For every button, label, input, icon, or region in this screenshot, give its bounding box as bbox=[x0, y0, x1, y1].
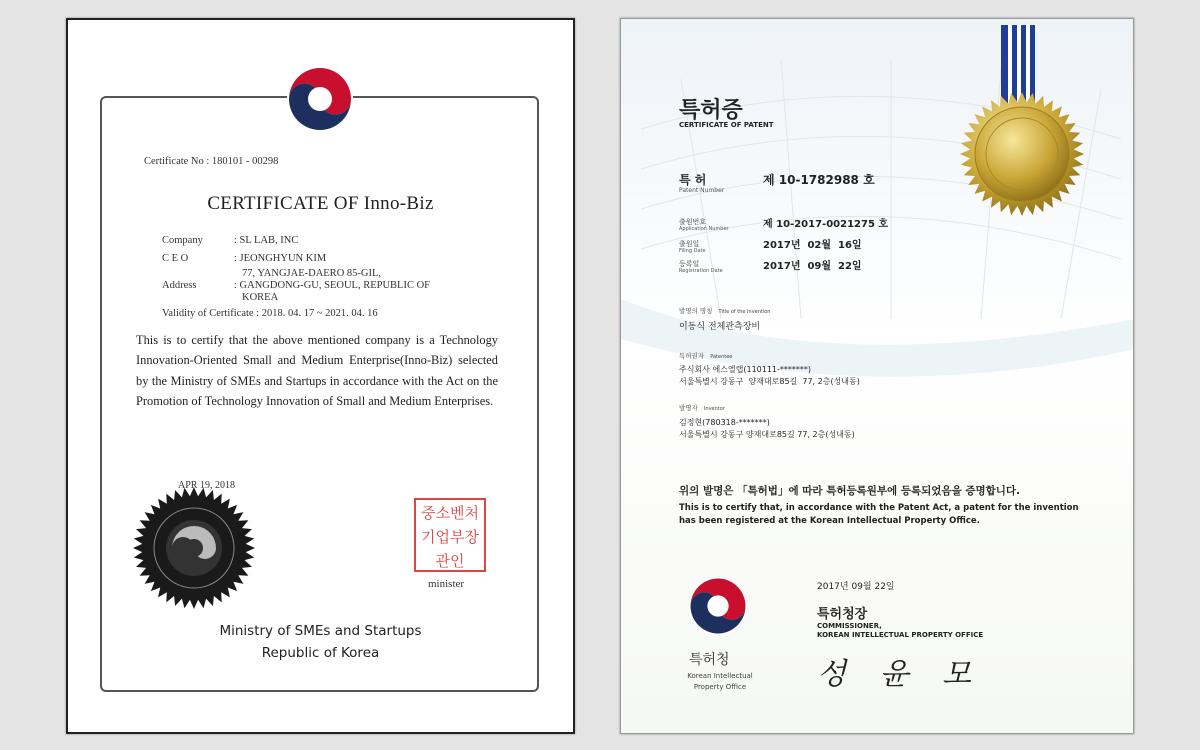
commissioner-title-ko: 특허청장 bbox=[817, 607, 868, 622]
inno-biz-certificate bbox=[66, 18, 575, 734]
commissioner-title-en-1: COMMISSIONER, bbox=[817, 622, 882, 630]
patentee-label-en: Patentee bbox=[710, 354, 733, 360]
office-name-en-1: Korean Intellectual bbox=[687, 672, 753, 680]
filing-label-en: Filing Date bbox=[679, 248, 706, 254]
certificate-title: CERTIFICATE OF Inno-Biz bbox=[207, 193, 434, 214]
patentee-label bbox=[679, 351, 732, 360]
filing-label: 출원일 bbox=[679, 240, 700, 248]
application-number: 제 10-2017-0021275 호 bbox=[763, 219, 889, 230]
certification-text: This is to certify that the above mentioned company is a Technology Innovation-Oriented Small and Medium Enterprise(Inno-Biz) selected by the Ministry of SMEs and Startups in accordance with the Act on the Promotion of Technology Innovation of Small and Medium Enterprises. bbox=[136, 333, 498, 409]
statement-en-line-2: has been registered at the Korean Intellectual Property Office. bbox=[679, 516, 980, 526]
patent-certificate bbox=[620, 18, 1134, 734]
patentee-address: 서울특별시 강동구 양재대로85길 77, 2층(성내동) bbox=[679, 377, 860, 386]
ministry-seal-icon bbox=[132, 486, 256, 610]
patent-number: 제 10-1782988 호 bbox=[763, 173, 875, 187]
validity: Validity of Certificate : 2018. 04. 17 ~ 2021. 04. 16 bbox=[162, 308, 378, 319]
ceo-label: C E O bbox=[162, 253, 189, 264]
invention-label-en: Title of the Invention bbox=[718, 309, 771, 315]
issue-date-ko: 2017년 09월 22일 bbox=[817, 582, 895, 592]
invention-label-ko: 발명의 명칭 bbox=[679, 307, 713, 315]
ministry-country: Republic of Korea bbox=[261, 645, 380, 661]
inventor-address: 서울특별시 강동구 양재대로85길 77, 2층(성내동) bbox=[679, 430, 855, 439]
inventor-label-ko: 발명자 bbox=[679, 404, 698, 412]
invention-label bbox=[679, 306, 770, 315]
certificate-number: Certificate No : 180101 - 00298 bbox=[144, 156, 279, 167]
inventor-label-en: Inventor bbox=[703, 406, 725, 412]
address-line-2: : GANGDONG-GU, SEOUL, REPUBLIC OF bbox=[234, 280, 431, 291]
taegeuk-emblem-icon bbox=[285, 64, 355, 134]
invention-title: 이동식 전체관측장비 bbox=[679, 322, 761, 332]
registration-label-en: Registration Date bbox=[679, 268, 723, 274]
patentee-label-ko: 특허권자 bbox=[679, 352, 705, 360]
address-line-3: KOREA bbox=[242, 292, 279, 303]
filing-date: 2017년 02월 16일 bbox=[763, 240, 862, 251]
patent-title-ko: 특허증 bbox=[679, 98, 743, 123]
commissioner-signature: 성 윤 모 bbox=[817, 657, 984, 692]
minister-label: minister bbox=[428, 578, 465, 590]
statement-en-line-1: This is to certify that, in accordance with the Patent Act, a patent for the invention bbox=[679, 503, 1079, 513]
address-label: Address bbox=[162, 280, 197, 291]
statement-ko: 위의 발명은 「특허법」에 따라 특허등록원부에 등록되었음을 증명합니다. bbox=[679, 485, 1021, 497]
issue-date: APR 19, 2018 bbox=[178, 480, 235, 491]
company-value: : SL LAB, INC bbox=[234, 235, 299, 246]
inventor-name: 김정현(780318-*******) bbox=[679, 418, 770, 427]
ministry-name: Ministry of SMEs and Startups bbox=[219, 623, 422, 639]
patent-number-label: 특 허 bbox=[679, 173, 707, 187]
registration-date: 2017년 09월 22일 bbox=[763, 261, 862, 272]
inventor-label bbox=[679, 403, 725, 412]
company-label: Company bbox=[162, 235, 203, 246]
minister-seal: 중소벤처기업부장관인 bbox=[414, 498, 486, 572]
application-label: 출원번호 bbox=[679, 218, 707, 226]
registration-label: 등록일 bbox=[679, 260, 700, 268]
gold-seal-icon bbox=[959, 91, 1085, 217]
office-name-en-2: Property Office bbox=[693, 683, 747, 691]
application-label-en: Application Number bbox=[679, 226, 729, 232]
office-name-ko: 특허청 bbox=[689, 652, 730, 668]
kipo-logo-icon bbox=[687, 575, 749, 637]
commissioner-title-en-2: KOREAN INTELLECTUAL PROPERTY OFFICE bbox=[817, 631, 984, 639]
patent-title-en: CERTIFICATE OF PATENT bbox=[679, 121, 774, 129]
ceo-value: : JEONGHYUN KIM bbox=[234, 253, 327, 264]
patentee-name: 주식회사 에스엘랩(110111-*******) bbox=[679, 365, 812, 374]
patent-number-label-en: Patent Number bbox=[679, 187, 725, 194]
address-line-1: 77, YANGJAE-DAERO 85-GIL, bbox=[242, 268, 382, 279]
